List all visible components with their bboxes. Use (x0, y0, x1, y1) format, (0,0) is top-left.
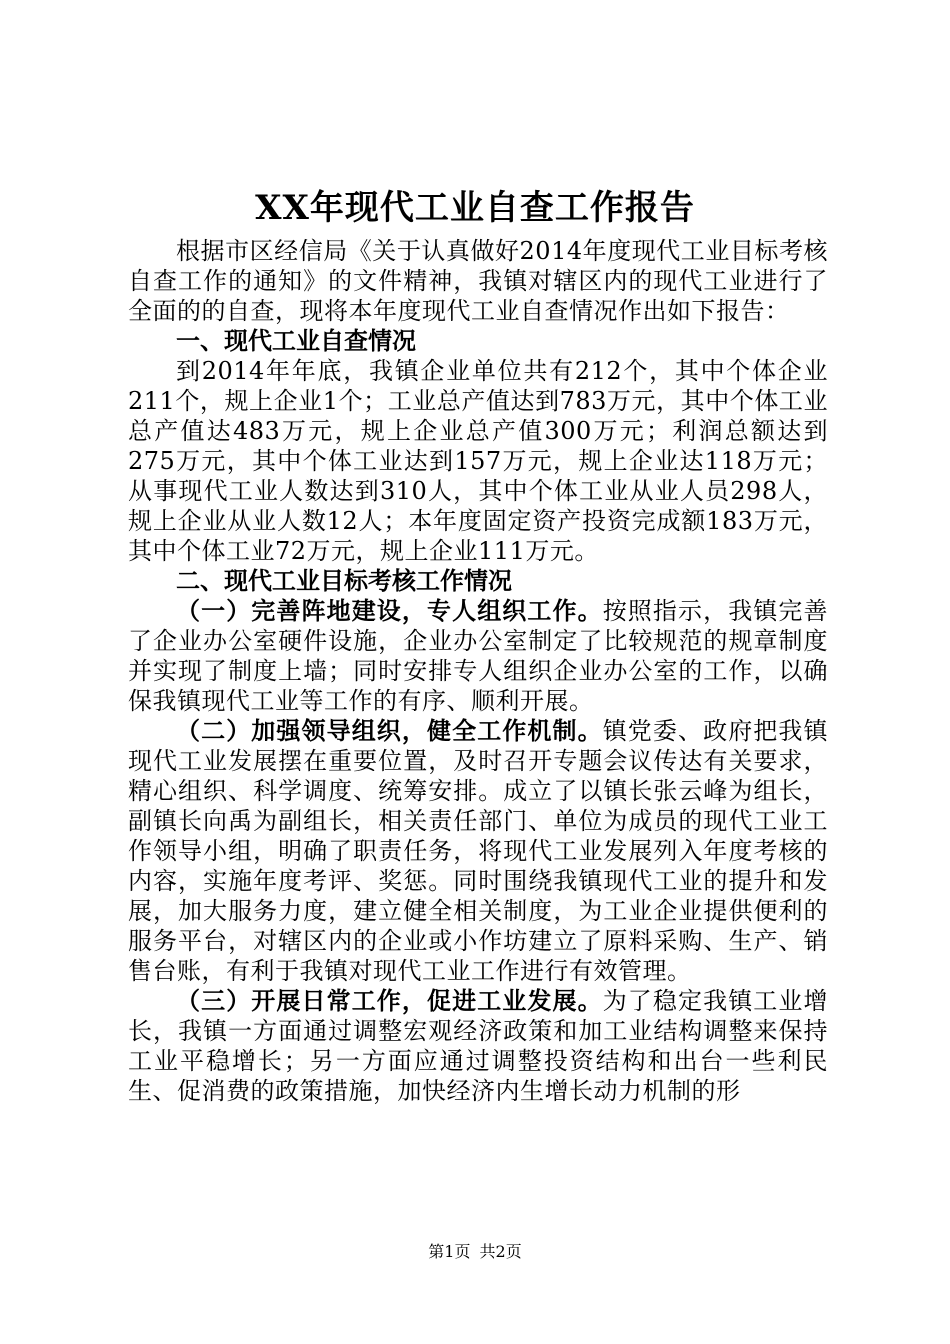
section-2-heading: 二、现代工业目标考核工作情况 (176, 567, 512, 595)
subsection-1-lead: （一）完善阵地建设，专人组织工作。 (176, 597, 603, 625)
document-body (128, 236, 828, 1106)
document-title: XX年现代工业自查工作报告 (255, 188, 695, 228)
subsection-3-lead: （三）开展日常工作，促进工业发展。 (176, 987, 603, 1015)
section-1-paragraph: 到2014年年底，我镇企业单位共有212个，其中个体企业211个，规上企业1个；工业总产值达到783万元，其中个体工业总产值达483万元，规上企业总产值300万元；利润总额达到275万元，其中个体工业达到157万元，规上企业达118万元；从事现代工业人数达到310人，其中个体工业从业人员298人，规上企业从业人数12人；本年度固定资产投资完成额183万元，其中个体工业72万元，规上企业111万元。 (128, 357, 828, 565)
subsection-3-paragraph (128, 986, 828, 1106)
intro-paragraph: 根据市区经信局《关于认真做好2014年度现代工业目标考核自查工作的通知》的文件精神，我镇对辖区内的现代工业进行了全面的的自查，现将本年度现代工业自查情况作出如下报告： (128, 237, 828, 325)
section-1-heading: 一、现代工业自查情况 (176, 327, 416, 355)
page-number: 第1页 (428, 1242, 471, 1261)
subsection-2-paragraph (128, 716, 828, 986)
subsection-1-body: 按照指示，我镇完善了企业办公室硬件设施，企业办公室制定了比较规范的规章制度并实现了制度上墙；同时安排专人组织企业办公室的工作，以确保我镇现代工业等工作的有序、顺利开展。 (128, 597, 829, 715)
subsection-1-paragraph (128, 596, 828, 716)
subsection-2-lead: （二）加强领导组织，健全工作机制。 (176, 717, 603, 745)
subsection-2-body: 镇党委、政府把我镇现代工业发展摆在重要位置，及时召开专题会议传达有关要求，精心组织、科学调度、统筹安排。成立了以镇长张云峰为组长，副镇长向禹为副组长，相关责任部门、单位为成员的现代工业工作领导小组，明确了职责任务，将现代工业发展列入年度考核的内容，实施年度考评、奖惩。同时围绕我镇现代工业的提升和发展，加大服务力度，建立健全相关制度，为工业企业提供便利的服务平台，对辖区内的企业或小作坊建立了原料采购、生产、销售台账，有利于我镇对现代工业工作进行有效管理。 (128, 717, 829, 985)
page-footer (0, 1242, 950, 1262)
page-total: 共2页 (479, 1242, 522, 1261)
subsection-3-body: 为了稳定我镇工业增长，我镇一方面通过调整宏观经济政策和加工业结构调整来保持工业平稳增长；另一方面应通过调整投资结构和出台一些利民生、促消费的政策措施，加快经济内生增长动力机制的形 (128, 987, 829, 1105)
